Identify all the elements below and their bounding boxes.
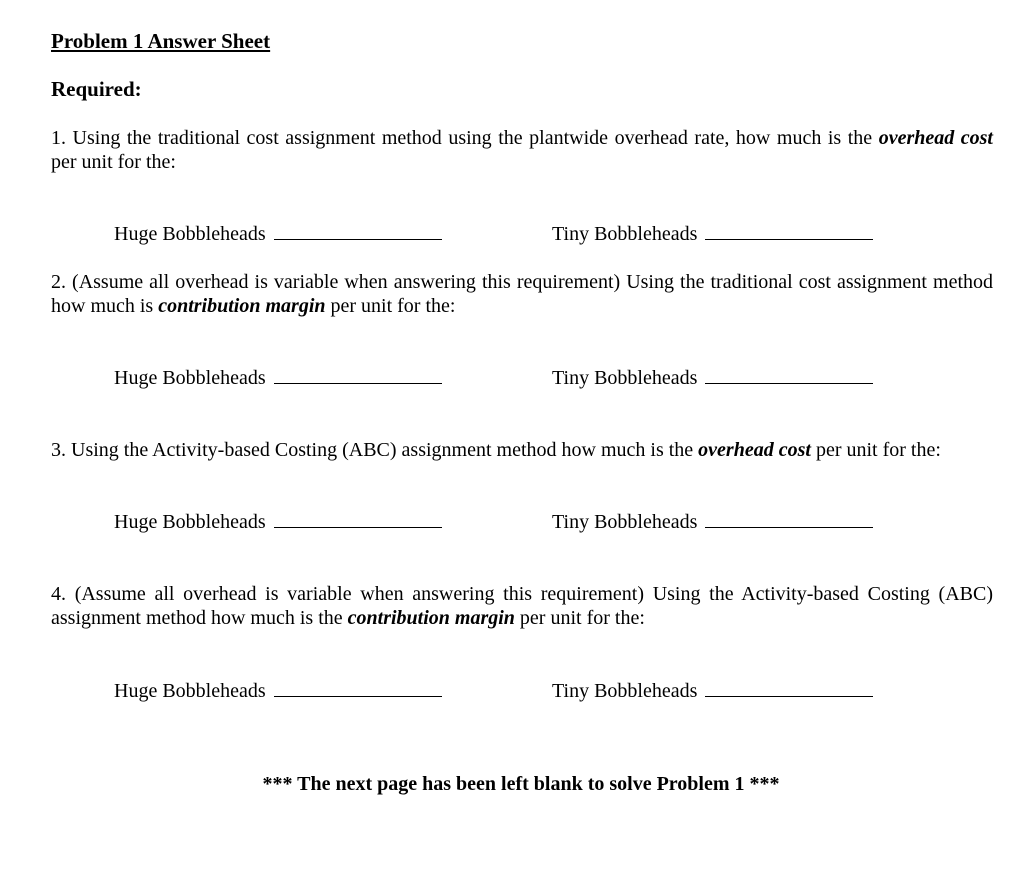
tiny-bobbleheads-answer-blank[interactable]	[705, 365, 873, 384]
tiny-bobbleheads-label: Tiny Bobbleheads	[552, 223, 698, 245]
question-4	[51, 582, 993, 630]
huge-bobbleheads-label: Huge Bobbleheads	[114, 680, 266, 702]
tiny-bobbleheads-label: Tiny Bobbleheads	[552, 680, 698, 702]
tiny-bobbleheads-label: Tiny Bobbleheads	[552, 367, 698, 389]
required-heading: Required:	[51, 77, 142, 101]
answer-tiny-1	[552, 221, 873, 246]
huge-bobbleheads-answer-blank[interactable]	[274, 221, 442, 240]
huge-bobbleheads-label: Huge Bobbleheads	[114, 223, 266, 245]
question-4-tail: per unit for the:	[514, 607, 645, 629]
answer-huge-4	[114, 678, 442, 703]
huge-bobbleheads-label: Huge Bobbleheads	[114, 511, 266, 533]
question-2-text: 2. (Assume all overhead is variable when answering this requirement) Using the traditional cost assignment method how much is	[51, 271, 993, 317]
answer-huge-1	[114, 221, 442, 246]
huge-bobbleheads-label: Huge Bobbleheads	[114, 367, 266, 389]
question-4-emphasis: contribution margin	[347, 607, 515, 629]
tiny-bobbleheads-label: Tiny Bobbleheads	[552, 511, 698, 533]
question-3-tail: per unit for the:	[810, 439, 941, 461]
page-title: Problem 1 Answer Sheet	[51, 29, 271, 53]
question-2-tail: per unit for the:	[325, 295, 456, 317]
tiny-bobbleheads-answer-blank[interactable]	[705, 221, 873, 240]
tiny-bobbleheads-answer-blank[interactable]	[705, 678, 873, 697]
huge-bobbleheads-answer-blank[interactable]	[274, 365, 442, 384]
question-3-text: 3. Using the Activity-based Costing (ABC) assignment method how much is the	[51, 439, 699, 461]
question-1-text: 1. Using the traditional cost assignment method using the plantwide overhead rate, how much is the	[51, 127, 879, 149]
answer-row-3	[0, 509, 1024, 535]
huge-bobbleheads-answer-blank[interactable]	[274, 509, 442, 528]
answer-tiny-3	[552, 509, 873, 534]
question-1	[51, 126, 993, 174]
huge-bobbleheads-answer-blank[interactable]	[274, 678, 442, 697]
answer-huge-2	[114, 365, 442, 390]
answer-tiny-2	[552, 365, 873, 390]
question-4-text: 4. (Assume all overhead is variable when answering this requirement) Using the Activity-based Costing (ABC) assignment method how much is the	[51, 583, 993, 629]
answer-row-4	[0, 678, 1024, 704]
footer-note: *** The next page has been left blank to solve Problem 1 ***	[262, 773, 780, 795]
answer-row-2	[0, 365, 1024, 391]
question-3	[51, 438, 993, 462]
question-3-emphasis: overhead cost	[698, 439, 811, 461]
tiny-bobbleheads-answer-blank[interactable]	[705, 509, 873, 528]
answer-huge-3	[114, 509, 442, 534]
answer-row-1	[0, 221, 1024, 247]
question-1-emphasis: overhead cost	[878, 127, 993, 149]
answer-tiny-4	[552, 678, 873, 703]
question-2-emphasis: contribution margin	[158, 295, 326, 317]
question-2	[51, 270, 993, 318]
question-1-tail: per unit for the:	[51, 151, 176, 173]
